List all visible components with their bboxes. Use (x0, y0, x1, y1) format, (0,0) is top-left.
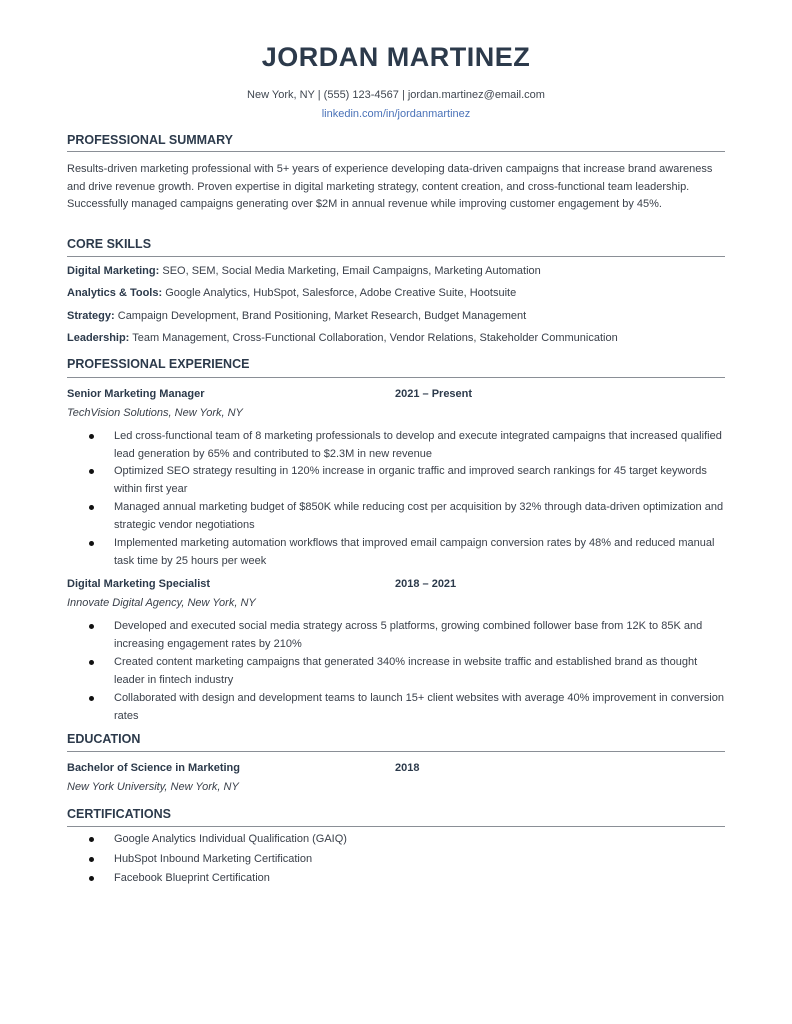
job-title: Digital Marketing Specialist (67, 578, 211, 590)
section-divider (67, 826, 725, 827)
section-title-education: EDUCATION (67, 732, 141, 746)
skill-label: Digital Marketing: (67, 265, 160, 277)
skill-label: Analytics & Tools: (67, 287, 163, 299)
bullet-icon (89, 876, 94, 881)
section-title-experience: PROFESSIONAL EXPERIENCE (67, 357, 250, 371)
job-company: TechVision Solutions, New York, NY (67, 407, 243, 419)
job-dates: 2018 – 2021 (395, 578, 457, 590)
skill-value: Team Management, Cross-Functional Collaboration, Vendor Relations, Stakeholder Communication (129, 332, 618, 344)
skill-value: Google Analytics, HubSpot, Salesforce, Adobe Creative Suite, Hootsuite (162, 287, 517, 299)
bullet-text: Collaborated with design and development teams to launch 15+ client websites with average 40% improvement in conversion rates (114, 692, 724, 722)
school: New York University, New York, NY (67, 781, 239, 793)
bullet-icon (89, 696, 94, 701)
linkedin-link[interactable]: linkedin.com/in/jordanmartinez (321, 108, 471, 120)
bullet-icon (89, 837, 94, 842)
bullet-text: Implemented marketing automation workflows that improved email campaign conversion rates by 48% and reduced manual task time by 25 hours per week (114, 537, 715, 567)
certification-text: Facebook Blueprint Certification (114, 872, 270, 884)
bullet-icon (89, 469, 94, 474)
bullet-text: Managed annual marketing budget of $850K while reducing cost per acquisition by 32% through data-driven optimization and strategic vendor negotiations (114, 501, 724, 531)
skill-row (67, 265, 541, 277)
bullet-icon (89, 434, 94, 439)
candidate-name: JORDAN MARTINEZ (261, 42, 531, 72)
bullet-icon (89, 624, 94, 629)
job-title: Senior Marketing Manager (67, 388, 205, 400)
skill-label: Strategy: (67, 310, 115, 322)
section-divider (67, 377, 725, 378)
graduation-year: 2018 (395, 762, 420, 774)
bullet-text: Led cross-functional team of 8 marketing professionals to develop and execute integrated campaigns that increased qualified lead generation by 65% and contributed to $2.3M in new revenue (114, 430, 722, 460)
bullet-text: Optimized SEO strategy resulting in 120% increase in organic traffic and improved search rankings for 45 target keywords within first year (114, 465, 707, 495)
certification-text: Google Analytics Individual Qualification (GAIQ) (114, 833, 347, 845)
job-company: Innovate Digital Agency, New York, NY (67, 597, 256, 609)
certification-text: HubSpot Inbound Marketing Certification (114, 853, 313, 865)
section-title-certifications: CERTIFICATIONS (67, 807, 171, 821)
bullet-text: Created content marketing campaigns that generated 340% increase in website traffic and established brand as thought leader in fintech industry (114, 656, 698, 686)
section-divider (67, 751, 725, 752)
degree: Bachelor of Science in Marketing (67, 762, 240, 774)
skill-row (67, 310, 526, 322)
bullet-icon (89, 505, 94, 510)
bullet-text: Developed and executed social media strategy across 5 platforms, growing combined follower base from 12K to 85K and increasing engagement rates by 210% (114, 620, 703, 650)
skill-row (67, 287, 516, 299)
section-divider (67, 256, 725, 257)
job-dates: 2021 – Present (395, 388, 473, 400)
bullet-icon (89, 660, 94, 665)
section-title-summary: PROFESSIONAL SUMMARY (67, 133, 233, 147)
bullet-icon (89, 857, 94, 862)
summary-text: Results-driven marketing professional with 5+ years of experience developing data-driven campaigns that increase brand awareness and drive revenue growth. Proven expertise in digital marketing strategy, content creation, and cross-functional team leadership. Successfully managed campaigns generating over $2M in annual revenue while improving customer engagement by 45%. (67, 163, 713, 211)
skill-label: Leadership: (67, 332, 130, 344)
section-divider (67, 151, 725, 152)
bullet-icon (89, 541, 94, 546)
skill-row (67, 332, 618, 344)
section-title-skills: CORE SKILLS (67, 237, 152, 251)
skill-value: Campaign Development, Brand Positioning, Market Research, Budget Management (114, 310, 527, 322)
skill-value: SEO, SEM, Social Media Marketing, Email Campaigns, Marketing Automation (159, 265, 541, 277)
contact-info: New York, NY | (555) 123-4567 | jordan.martinez@email.com (247, 89, 545, 101)
